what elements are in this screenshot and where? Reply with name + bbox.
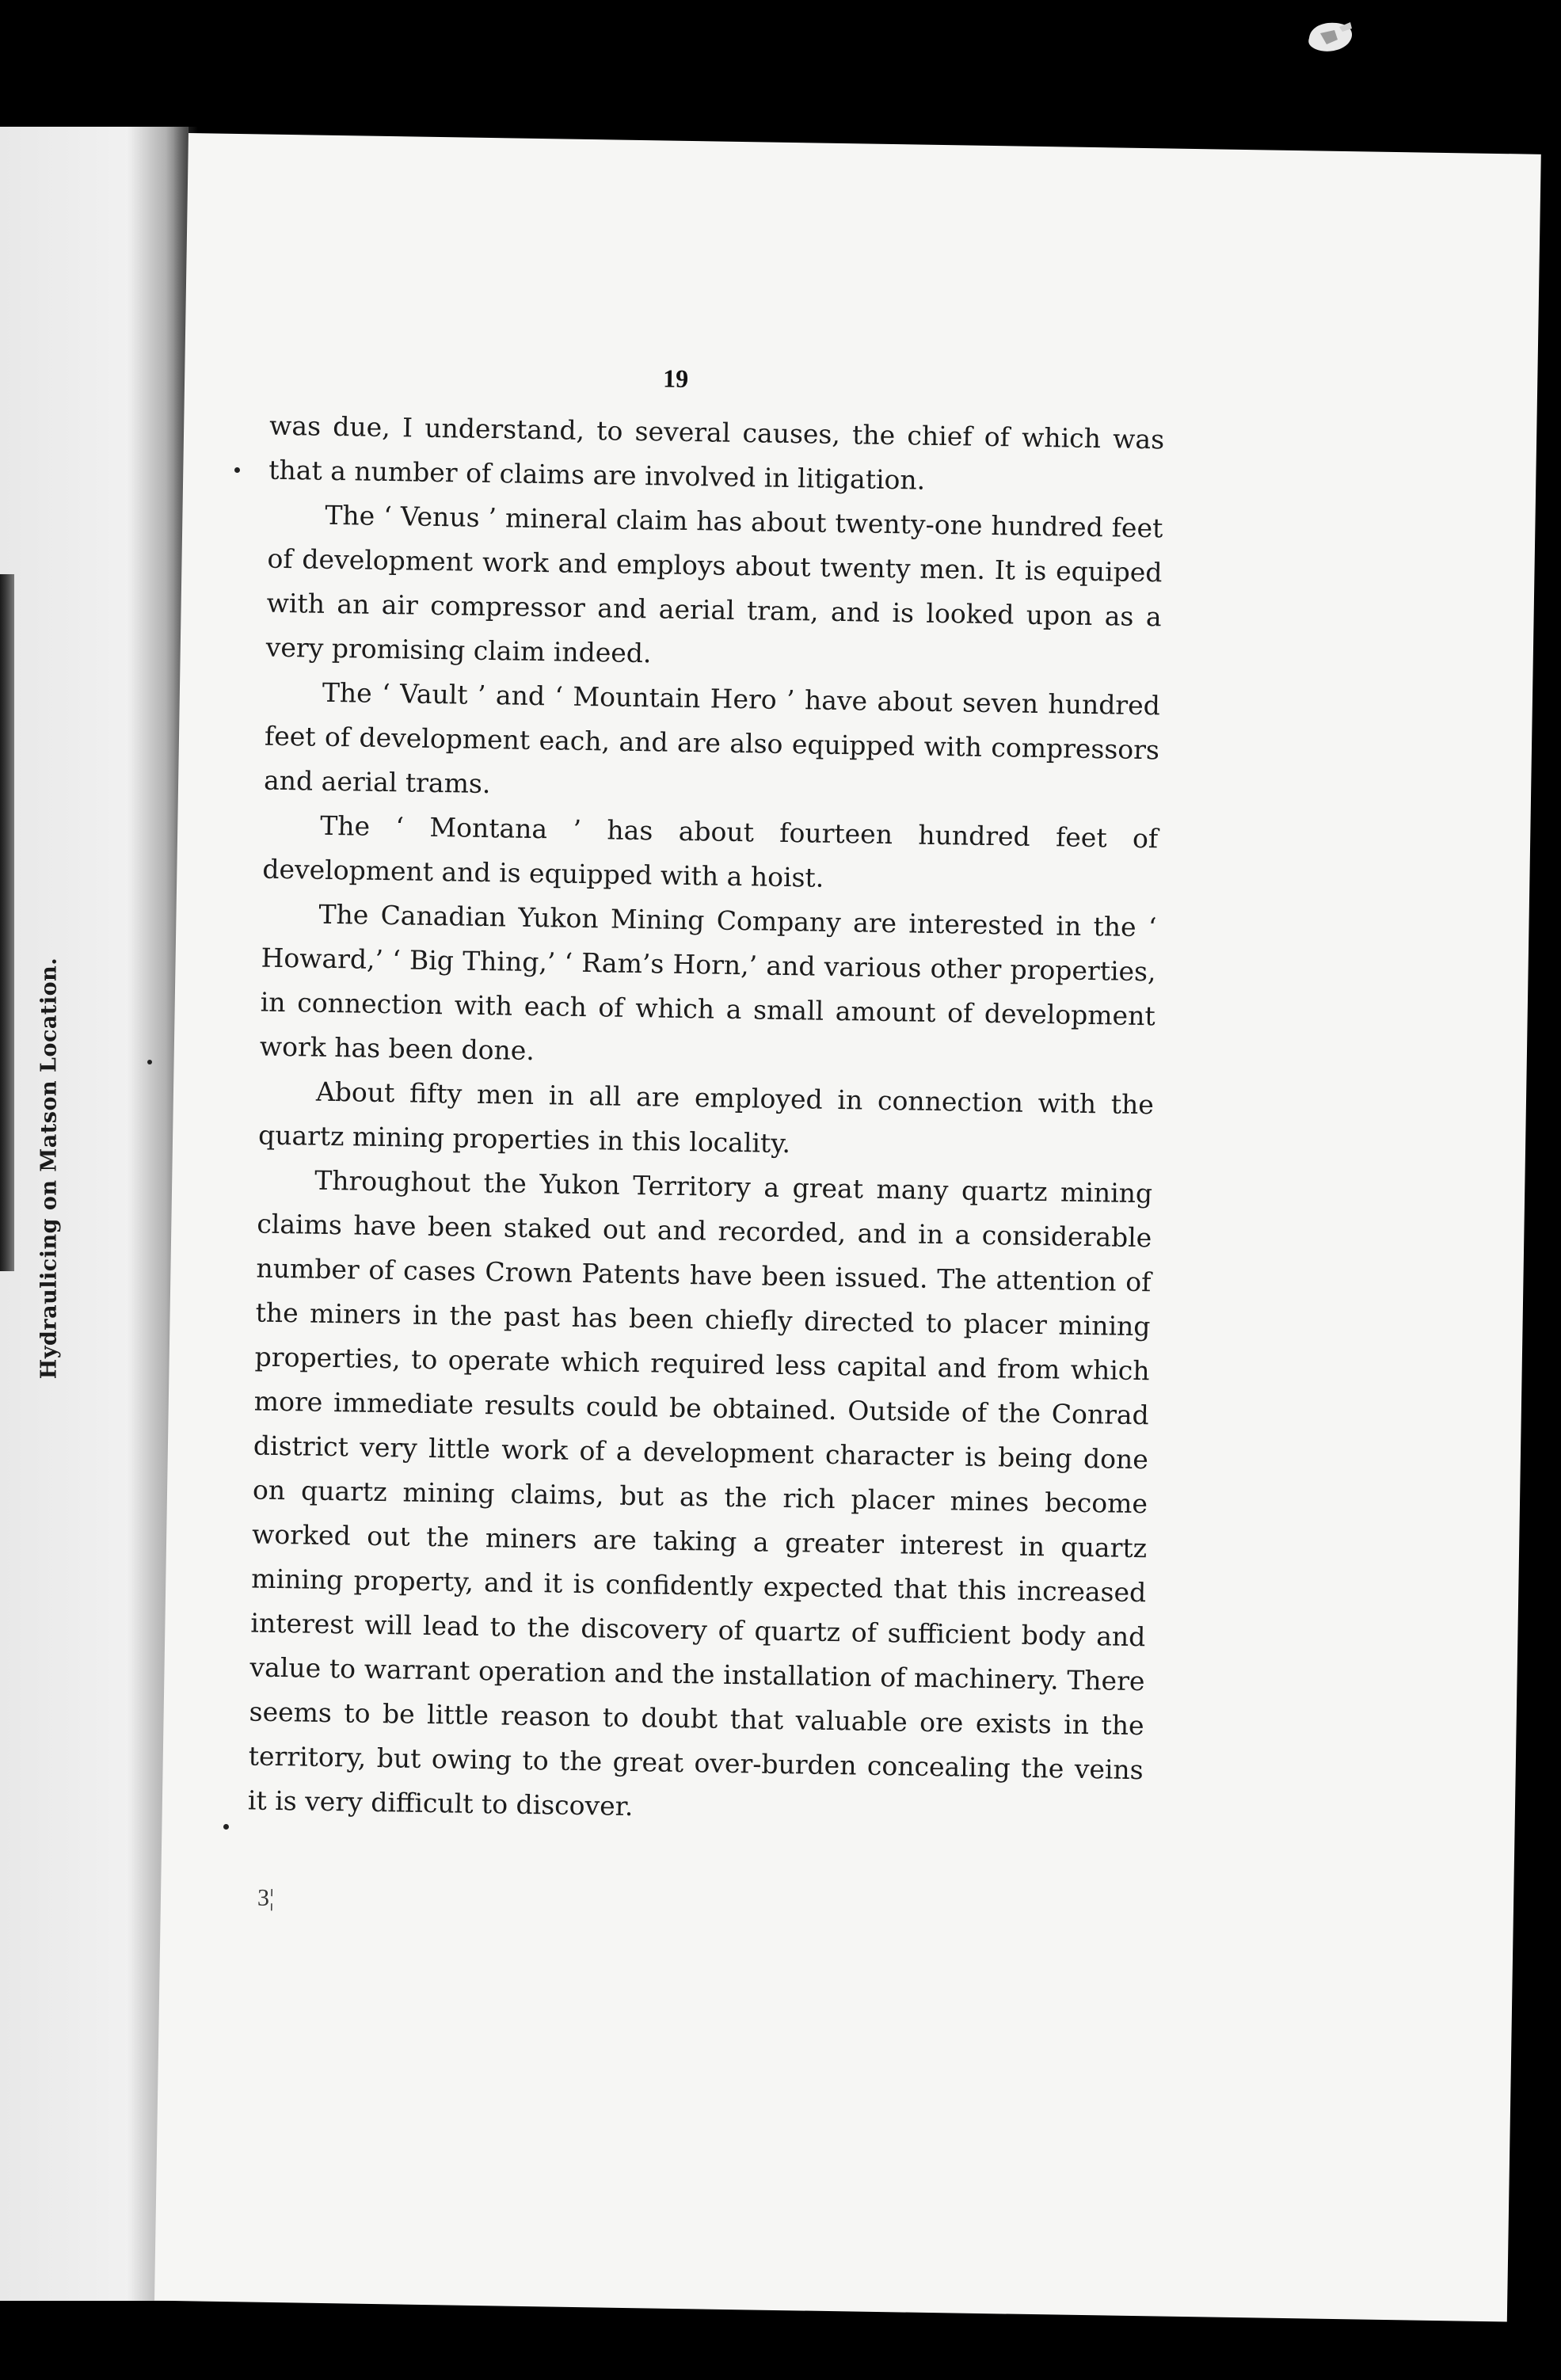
scanner-mark-icon <box>1303 17 1358 59</box>
photo-caption: Hydraulicing on Matson Location. <box>36 957 62 1380</box>
document-page <box>154 133 1541 2321</box>
footer-mark: 3¦ <box>257 1884 275 1911</box>
paragraph: The ‘ Montana ’ has about fourteen hundred feet of development and is equipped with a hoist. <box>262 809 1159 893</box>
paragraph: About fifty men in all are employed in connection with the quartz mining properties in this locality. <box>257 1076 1155 1160</box>
dust-speck <box>147 1060 152 1064</box>
dust-speck <box>234 467 240 473</box>
paragraph: The Canadian Yukon Mining Company are interested in the ‘ Howard,’ ‘ Big Thing,’ ‘ Ram’s Horn,’ and various other properties, in connection with each of which a small amount of development work has been done. <box>259 898 1157 1067</box>
paragraph: The ‘ Vault ’ and ‘ Mountain Hero ’ have about seven hundred feet of development each, and are also equipped with compressors and aerial trams. <box>263 676 1161 800</box>
page-number: 19 <box>662 364 689 393</box>
paragraph: was due, I understand, to several causes, the chief of which was that a number of claims are involved in litigation. <box>268 409 1165 496</box>
facing-page-edge <box>0 574 14 1271</box>
paragraph: Throughout the Yukon Territory a great many quartz mining claims have been staked out and recorded, and in a considerable number of cases Crown Patents have been issued. The attention of the miners in the past has been chiefly directed to placer mining properties, to operate which required less capital and from which more immediate results could be obtained. Outside of the Conrad district very little work of a development character is being done on quartz mining claims, but as the rich placer mines become worked out the miners are taking a greater interest in quartz mining property, and it is confidently expected that this increased interest will lead to the discovery of quartz of sufficient body and value to warrant operation and the installation of machinery. There seems to be little reason to doubt that valuable ore exists in the territory, but owing to the great over-burden concealing the veins it is very difficult to discover. <box>247 1164 1153 1822</box>
page-body <box>247 404 1164 1837</box>
paragraph: The ‘ Venus ’ mineral claim has about twenty-one hundred feet of development work and employs about twenty men. It is equiped with an air compressor and aerial tram, and is looked upon as a very promising claim indeed. <box>265 499 1163 669</box>
dust-speck <box>223 1824 229 1830</box>
